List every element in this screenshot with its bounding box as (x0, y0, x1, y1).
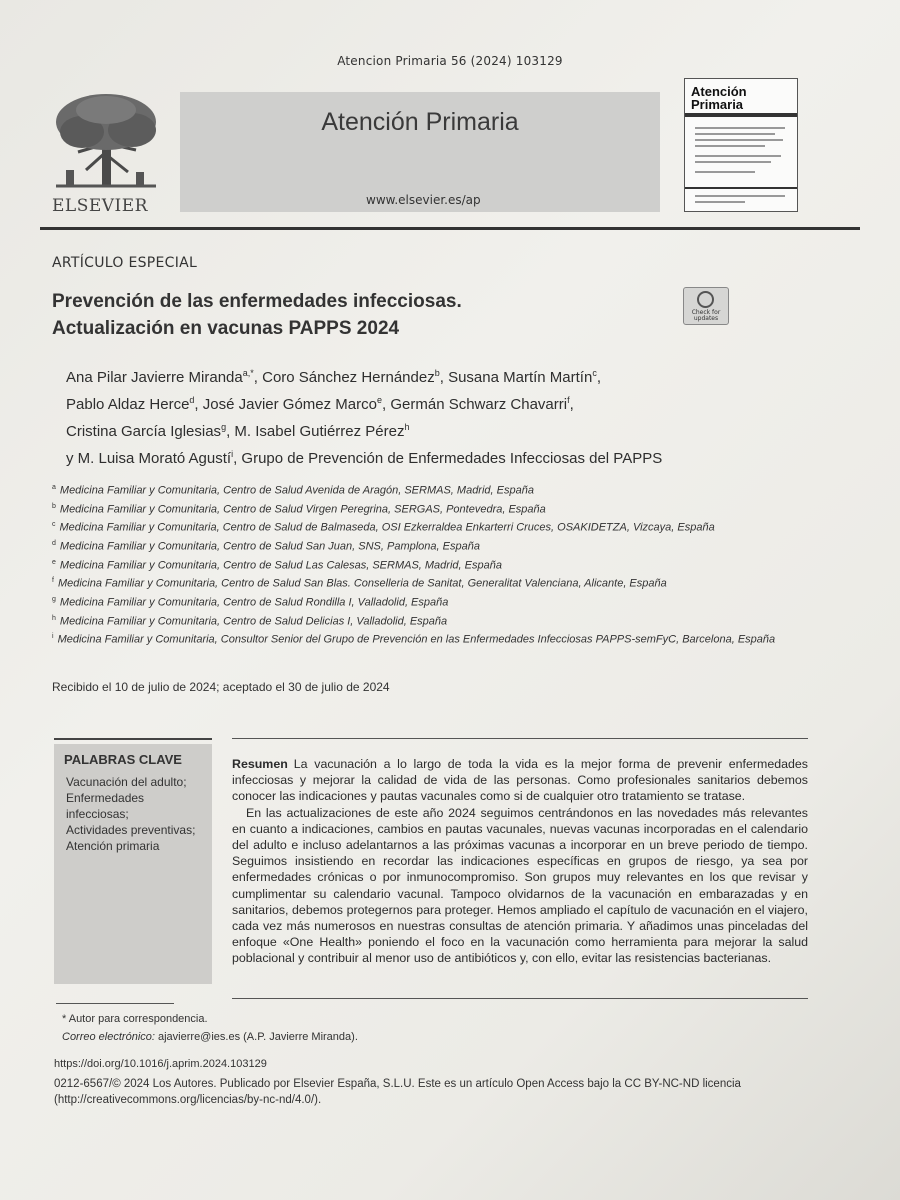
publisher-logo-text: ELSEVIER (52, 196, 148, 216)
cover-text-line (695, 161, 771, 163)
cover-text-line (695, 171, 755, 173)
author-group: Grupo de Prevención de Enfermedades Infecciosas del PAPPS (241, 450, 663, 467)
cover-text-line (695, 133, 775, 135)
abstract-label: Resumen (232, 757, 288, 771)
bookmark-icon (697, 291, 714, 308)
cover-title (691, 85, 747, 111)
abstract-bottom-rule (232, 998, 808, 999)
keyword: Enfermedades infecciosas; (66, 791, 145, 821)
author-list (66, 362, 806, 470)
correspondence-footnote (62, 1010, 358, 1046)
affiliation: $^f$ Medicina Familiar y Comunitaria, Centro de Salud San Blas. Conselleria de Sanitat, Generalitat Valenciana, Alicante, España (52, 577, 667, 590)
cover-rule (685, 187, 797, 189)
cover-text-line (695, 195, 785, 197)
cover-text-line (695, 127, 785, 129)
doi-link[interactable]: https://doi.org/10.1016/j.aprim.2024.103129 (54, 1058, 267, 1070)
check-updates-label: Check for updates (691, 309, 721, 322)
affiliation: $^a$ Medicina Familiar y Comunitaria, Centro de Salud Avenida de Aragón, SERMAS, Madrid, España (52, 484, 534, 497)
author: Ana Pilar Javierre Miranda$^{a,*}$, (66, 368, 263, 386)
keywords-heading: PALABRAS CLAVE (64, 752, 182, 767)
affiliation: $^c$ Medicina Familiar y Comunitaria, Centro de Salud de Balmaseda, OSI Ezkerraldea Enkarterri Cruces, OSAKIDETZA, Vizcaya, España (52, 521, 715, 534)
email-label: Correo electrónico: (62, 1031, 155, 1043)
received-accepted-dates: Recibido el 10 de julio de 2024; aceptado el 30 de julio de 2024 (52, 680, 390, 694)
email-link[interactable]: ajavierre@ies.es (A.P. Javierre Miranda). (158, 1031, 358, 1043)
author: José Javier Gómez Marco$^e$, (202, 395, 391, 413)
article-title-line2: Actualización en vacunas PAPPS 2024 (52, 318, 400, 339)
author: M. Isabel Gutiérrez Pérez$^h$ (234, 422, 410, 440)
article-title-line1: Prevención de las enfermedades infecciosas. (52, 291, 462, 312)
author: Germán Schwarz Chavarri$^f$, (390, 395, 574, 413)
author: Susana Martín Martín$^c$, (448, 368, 601, 386)
article-title (52, 288, 652, 342)
abstract-top-rule (232, 738, 808, 739)
abstract-paragraph: En las actualizaciones de este año 2024 seguimos centrándonos en las novedades más relevantes en cuanto a indicaciones, cambios en pautas vacunales, nuevas vacunas incorporadas en el calendario del adulto e incluso adelantarnos a las próximas vacunas a incorporar en un breve periodo de tiempo. Seguimos insistiendo en recordar las indicaciones específicas en grupos de riesgo, ya sea por enfermedades crónicas o por inmunocompromiso. Son grupos muy relevantes en los que revisar y cumplimentar su calendario vacunal. Tampoco olvidarnos de la vacunación en embarazadas y en sanitarios, debemos protegernos para proteger. Hemos ampliado el capítulo de vacunación en el viajero, cada vez más numerosos en nuestras consultas de atención primaria. Y añadimos unas pinceladas del enfoque «One Health» poniendo el foco en la vacunación como herramienta para mejorar la salud poblacional y contribuir al menor uso de antibióticos y, con ello, evitar las resistencias bacterianas. (232, 805, 808, 966)
keyword: Atención primaria (66, 839, 160, 853)
keyword: Actividades preventivas; (66, 823, 196, 837)
cover-text-line (695, 145, 765, 147)
affiliation: $^h$ Medicina Familiar y Comunitaria, Centro de Salud Delicias I, Valladolid, España (52, 614, 448, 628)
author: y M. Luisa Morató Agustí$^i$, (66, 449, 242, 467)
journal-title: Atención Primaria (321, 108, 519, 136)
keyword: Vacunación del adulto; (66, 775, 187, 789)
cover-text-line (695, 201, 745, 203)
affiliation: $^e$ Medicina Familiar y Comunitaria, Centro de Salud Las Calesas, SERMAS, Madrid, España (52, 558, 502, 572)
cover-title-line1: Atención (691, 84, 747, 99)
cover-rule (685, 113, 797, 117)
author: Pablo Aldaz Herce$^d$, (66, 395, 203, 413)
cover-text-line (695, 139, 783, 141)
footnote-rule (56, 1003, 174, 1004)
tree-icon (48, 92, 164, 192)
abstract-paragraph (232, 756, 808, 805)
affiliation-list (52, 480, 812, 648)
correspondence-note: * Autor para correspondencia. (62, 1013, 208, 1025)
check-for-updates-badge[interactable] (683, 287, 729, 325)
journal-url[interactable]: www.elsevier.es/ap (366, 193, 481, 207)
abstract-text: La vacunación a lo largo de toda la vida es la mejor forma de prevenir enfermedades infecciosas y mejorar la calidad de vida de las personas. Como profesionales sanitarios debemos conocer las indicaciones y pautas vacunales como si de cualquier otro tratamiento se tratase. (232, 757, 808, 804)
affiliation: $^g$ Medicina Familiar y Comunitaria, Centro de Salud Rondilla I, Valladolid, España (52, 595, 449, 609)
license-statement: 0212-6567/© 2024 Los Autores. Publicado por Elsevier España, S.L.U. Este es un artículo Open Access bajo la CC BY-NC-ND licencia (http://creativecommons.org/licencias/by-nc-nd/4.0/). (54, 1078, 741, 1106)
affiliation: $^d$ Medicina Familiar y Comunitaria, Centro de Salud San Juan, SNS, Pamplona, España (52, 539, 480, 553)
email-line (62, 1028, 358, 1046)
cover-text-line (695, 155, 781, 157)
keywords-rule (54, 738, 212, 740)
author: Coro Sánchez Hernández$^b$, (262, 368, 449, 386)
affiliation: $^b$ Medicina Familiar y Comunitaria, Centro de Salud Virgen Peregrina, SERGAS, Pontevedra, España (52, 502, 546, 516)
article-type: ARTÍCULO ESPECIAL (52, 255, 198, 271)
affiliation: $^i$ Medicina Familiar y Comunitaria, Consultor Senior del Grupo de Prevención en las Enfermedades Infecciosas PAPPS-semFyC, Barcelona, España (52, 633, 776, 646)
keywords-list (66, 774, 206, 854)
cover-title-line2: Primaria (691, 97, 744, 112)
journal-cover-thumbnail (684, 78, 798, 212)
journal-reference: Atencion Primaria 56 (2024) 103129 (337, 54, 563, 68)
header-rule (40, 227, 860, 230)
author: Cristina García Iglesias$^g$, (66, 422, 235, 440)
abstract (232, 756, 808, 967)
